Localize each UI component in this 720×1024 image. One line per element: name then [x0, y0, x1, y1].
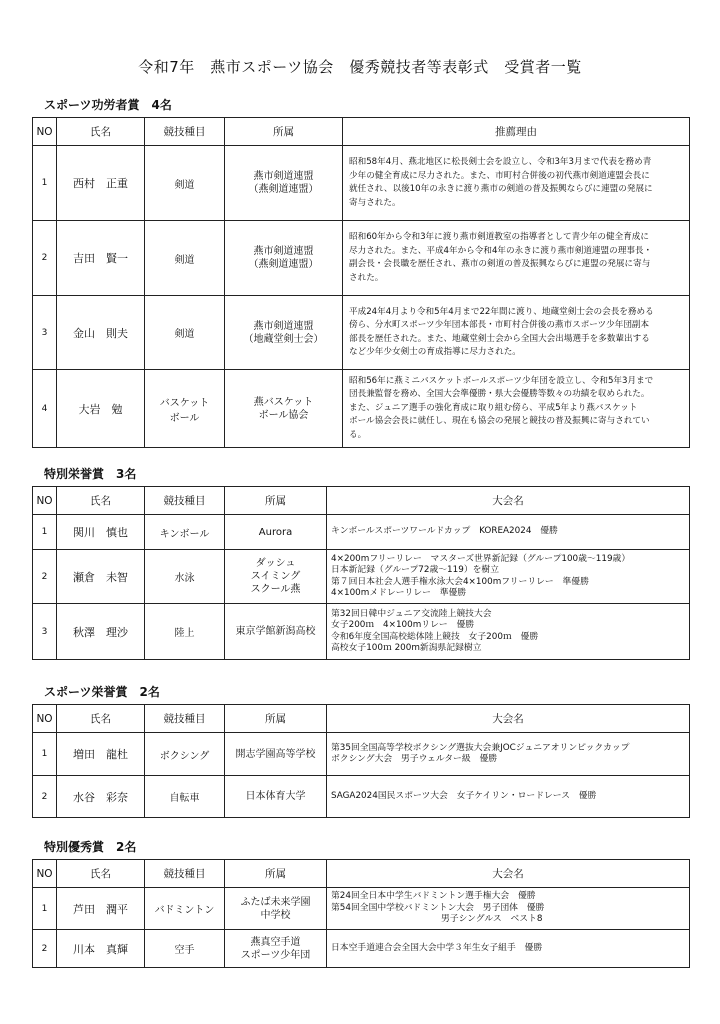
event-line: 第35回全国高等学校ボクシング選抜大会兼JOCジュニアオリンピックカップ	[331, 742, 630, 753]
reason-line: 昭和60年から令和3年に渡り燕市剣道教室の指導者として青少年の健全育成に	[349, 232, 649, 242]
reason-line: 副会長・会長職を歴任され、燕市の剣道の普及振興ならびに連盟の発展に寄与	[349, 259, 651, 269]
reason-line: また、ジュニア選手の強化育成に取り組む傍ら、平成5年より燕バスケット	[349, 402, 638, 413]
row-sport: 剣道	[145, 146, 225, 221]
affiliation-line: スイミング	[250, 571, 301, 582]
event-line: 第24回全日本中学生バドミントン選手権大会 優勝	[331, 891, 536, 902]
row-name: 吉田 賢一	[57, 221, 145, 296]
row-event	[327, 604, 690, 660]
reason-line: された。	[349, 272, 384, 283]
row-affiliation	[225, 888, 327, 930]
event-line: 第７回日本社会人選手権水泳大会4×100mフリーリレー 準優勝	[331, 576, 589, 587]
row-name: 大岩 勉	[57, 370, 145, 448]
header-event: 大会名	[327, 487, 690, 515]
sport-line: バスケット	[159, 397, 210, 409]
reason-line: など少年少女剣士の育成指導に尽力された。	[349, 347, 521, 357]
table-row	[33, 296, 690, 370]
affiliation-line: Aurora	[258, 526, 293, 538]
event-line: ボクシング大会 男子ウェルター級 優勝	[331, 754, 498, 764]
affiliation-line: スクール燕	[250, 584, 301, 595]
header-name: 氏名	[57, 860, 145, 888]
table-header-row	[33, 860, 690, 888]
header-sport: 競技種目	[145, 487, 225, 515]
event-line: 令和6年度全国高校総体陸上競技 女子200ｍ 優勝	[331, 631, 539, 642]
event-line: 女子200ｍ 4×100mリレー 優勝	[331, 620, 475, 630]
reason-line: 平成24年4月より令和5年4月まで22年間に渡り、地蔵堂剣士会の会長を務める	[349, 306, 654, 317]
section-heading-special-excellence: 特別優秀賞 2名	[44, 840, 137, 854]
row-sport: 自転車	[145, 776, 225, 818]
row-event	[327, 550, 690, 604]
sport-line: ボール	[169, 412, 200, 424]
row-affiliation	[225, 604, 327, 660]
reason-line: 傍ら、分水町スポーツ少年団本部長・市町村合併後の燕市スポーツ少年団副本	[349, 320, 650, 330]
row-no: 1	[33, 888, 57, 930]
row-name: 増田 龍杜	[57, 733, 145, 776]
section-heading-sports-honor: スポーツ栄誉賞 2名	[44, 685, 160, 699]
row-name: 瀬倉 未智	[57, 550, 145, 604]
affiliation-line: 燕市剣道連盟	[253, 171, 314, 182]
row-reason	[343, 221, 690, 296]
affiliation-line: スポーツ少年団	[240, 949, 311, 961]
header-name: 氏名	[57, 705, 145, 733]
event-line: 日本新記録（グループ72歳～119）を樹立	[331, 565, 500, 575]
row-affiliation	[225, 930, 327, 968]
header-no: NO	[33, 860, 57, 888]
row-no: 2	[33, 930, 57, 968]
reason-line: る。	[349, 429, 367, 440]
row-reason	[343, 146, 690, 221]
row-no: 3	[33, 604, 57, 660]
header-sport: 競技種目	[145, 705, 225, 733]
event-line: 第54回全国中学校バドミントン大会 男子団体 優勝	[331, 902, 545, 913]
row-sport	[145, 370, 225, 448]
row-reason	[343, 296, 690, 370]
table-row	[33, 550, 690, 604]
row-event	[327, 776, 690, 818]
reason-line: 就任され、以後10年の永きに渡り燕市の剣道の普及振興ならびに連盟の発展に	[349, 184, 653, 194]
merit-award-table	[32, 117, 690, 448]
affiliation-line: （燕剣道連盟）	[248, 259, 319, 270]
event-line: キンボールスポーツワールドカップ KOREA2024 優勝	[331, 526, 558, 537]
row-affiliation	[225, 221, 343, 296]
header-no: NO	[33, 705, 57, 733]
reason-line: 昭和56年に燕ミニバスケットボールスポーツ少年団を設立し、令和5年3月まで	[349, 375, 654, 386]
reason-line: ボール協会会長に就任し、現在も協会の発展と競技の普及振興に寄与されてい	[349, 416, 650, 427]
table-row	[33, 776, 690, 818]
row-no: 4	[33, 370, 57, 448]
row-sport: 剣道	[145, 296, 225, 370]
table-row	[33, 888, 690, 930]
row-name: 関川 慎也	[57, 515, 145, 550]
table-row	[33, 370, 690, 448]
affiliation-line: 燕真空手道	[250, 936, 301, 948]
row-event	[327, 930, 690, 968]
row-affiliation	[225, 776, 327, 818]
affiliation-line: （燕剣道連盟）	[248, 184, 319, 195]
header-affiliation: 所属	[225, 705, 327, 733]
row-name: 西村 正重	[57, 146, 145, 221]
row-event	[327, 733, 690, 776]
event-line: 高校女子100ｍ 200m新潟県記録樹立	[331, 643, 482, 653]
row-name: 水谷 彩奈	[57, 776, 145, 818]
row-sport: キンボール	[145, 515, 225, 550]
reason-line: 部長を歴任された。また、地蔵堂剣士会から全国大会出場選手を多数輩出する	[349, 333, 650, 344]
row-sport: 空手	[145, 930, 225, 968]
row-affiliation	[225, 550, 327, 604]
event-line: 男子シングルス ベスト8	[441, 914, 543, 925]
table-header-row	[33, 705, 690, 733]
header-name: 氏名	[57, 487, 145, 515]
header-sport: 競技種目	[145, 860, 225, 888]
table-row	[33, 146, 690, 221]
event-line: SAGA2024国民スポーツ大会 女子ケイリン・ロードレース 優勝	[331, 790, 597, 801]
table-row	[33, 515, 690, 550]
header-affiliation: 所属	[225, 487, 327, 515]
affiliation-line: 開志学園高等学校	[235, 748, 316, 760]
affiliation-line: 日本体育大学	[245, 791, 306, 802]
header-affiliation: 所属	[225, 860, 327, 888]
row-affiliation	[225, 146, 343, 221]
table-row	[33, 221, 690, 296]
row-name: 芦田 潤平	[57, 888, 145, 930]
reason-line: 少年の健全育成に尽力された。また、市町村合併後の初代燕市剣道連盟会長に	[349, 170, 650, 181]
table-header-row	[33, 487, 690, 515]
header-event: 大会名	[327, 860, 690, 888]
row-no: 2	[33, 221, 57, 296]
row-name: 秋澤 理沙	[57, 604, 145, 660]
event-line: 4×200mフリーリレー マスターズ世界新記録（グループ100歳～119歳）	[331, 553, 631, 564]
event-line: 第32回日韓中ジュニア交流陸上競技大会	[331, 608, 492, 619]
row-sport: ボクシング	[145, 733, 225, 776]
row-no: 1	[33, 146, 57, 221]
row-name: 川本 真輝	[57, 930, 145, 968]
reason-line: 寄与された。	[349, 197, 401, 208]
header-affiliation: 所属	[225, 118, 343, 146]
header-reason: 推薦理由	[343, 118, 690, 146]
header-no: NO	[33, 118, 57, 146]
affiliation-line: ダッシュ	[255, 558, 296, 569]
sports-honor-table	[32, 704, 690, 818]
row-sport: 陸上	[145, 604, 225, 660]
row-reason	[343, 370, 690, 448]
affiliation-line: （地蔵堂剣士会）	[243, 333, 324, 345]
row-affiliation	[225, 370, 343, 448]
table-row	[33, 733, 690, 776]
affiliation-line: 中学校	[260, 909, 291, 921]
row-no: 3	[33, 296, 57, 370]
header-no: NO	[33, 487, 57, 515]
reason-line: 昭和58年4月、燕北地区に松長剣士会を設立し、令和3年3月まで代表を務め青	[349, 157, 652, 167]
table-row	[33, 604, 690, 660]
row-affiliation	[225, 515, 327, 550]
row-affiliation	[225, 296, 343, 370]
affiliation-line: 燕市剣道連盟	[253, 246, 314, 257]
table-row	[33, 930, 690, 968]
row-event	[327, 515, 690, 550]
affiliation-line: 燕市剣道連盟	[253, 320, 314, 332]
row-no: 1	[33, 733, 57, 776]
row-sport: バドミントン	[145, 888, 225, 930]
row-affiliation	[225, 733, 327, 776]
row-name: 金山 則夫	[57, 296, 145, 370]
header-name: 氏名	[57, 118, 145, 146]
page-title: 令和7年 燕市スポーツ協会 優秀競技者等表彰式 受賞者一覧	[138, 58, 582, 76]
row-sport: 剣道	[145, 221, 225, 296]
row-sport: 水泳	[145, 550, 225, 604]
event-line: 4×100mメドレーリレー 準優勝	[331, 588, 467, 598]
section-heading-special-honor: 特別栄誉賞 3名	[44, 467, 137, 481]
header-event: 大会名	[327, 705, 690, 733]
section-heading-merit: スポーツ功労者賞 4名	[44, 98, 172, 112]
table-header-row	[33, 118, 690, 146]
row-event	[327, 888, 690, 930]
row-no: 2	[33, 550, 57, 604]
row-no: 1	[33, 515, 57, 550]
affiliation-line: ふたば未来学園	[240, 896, 311, 908]
row-no: 2	[33, 776, 57, 818]
reason-line: 団長兼監督を務め、全国大会準優勝・県大会優勝等数々の功績を収められた。	[349, 389, 650, 400]
header-sport: 競技種目	[145, 118, 225, 146]
special-honor-table	[32, 486, 690, 660]
affiliation-line: 燕バスケット	[253, 396, 314, 408]
affiliation-line: 東京学館新潟高校	[235, 626, 316, 637]
affiliation-line: ボール協会	[258, 409, 309, 421]
reason-line: 尽力された。また、平成4年から令和4年の永きに渡り燕市剣道連盟の理事長・	[349, 245, 653, 256]
event-line: 日本空手道連合会全国大会中学３年生女子組手 優勝	[331, 942, 543, 953]
special-excellence-table	[32, 859, 690, 968]
